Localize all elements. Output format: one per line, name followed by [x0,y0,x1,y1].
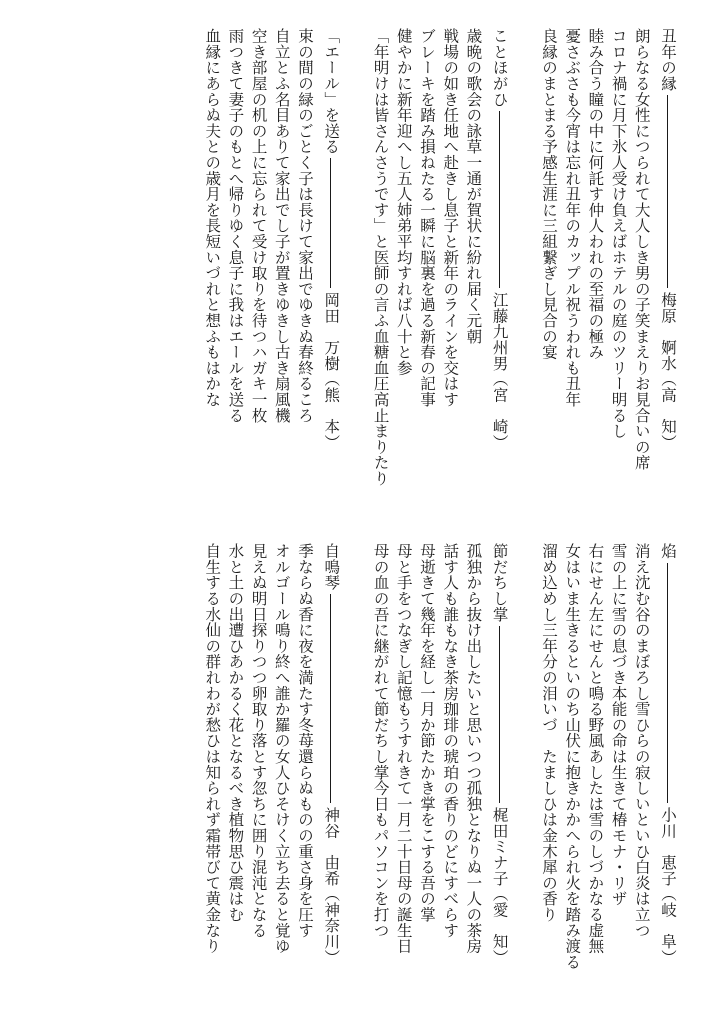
author-name: 江藤九州男（宮 崎） [490,292,509,450]
tanka-line [460,28,483,468]
tanka-text: 母の血の吾に継がれて節だちし掌今日もパソコンを打つ [371,543,390,938]
tanka-line [269,28,289,468]
title-rule [330,158,332,288]
title-column [658,543,678,983]
author-name: 小川 恵子（岐 阜） [659,807,677,965]
tanka-line [391,28,411,468]
tanka-line [368,28,390,487]
tanka-line [246,28,266,468]
tanka-line [629,28,651,471]
tanka-line [437,28,460,468]
title-rule [667,95,669,288]
tanka-line [606,28,626,468]
tanka-text: 健やかに新年迎へし五人姉弟平均すれば八十と参 [394,28,413,376]
tanka-text: 朗らなる女性につられて大人しき男の子笑まえりお見合いの席 [632,28,651,471]
title-column [321,543,341,983]
tanka-text: 自生する水仙の群れわが愁ひは知られず霜帯びて黄金なり [203,543,222,954]
tanka-line [536,28,556,468]
tanka-text: ブレーキを踏み損ねたる一瞬に脳裏を過る新春の記事 [418,28,436,408]
tanka-text: 溜め込めし三年分の泪いづ たましひは金木犀の香り [540,543,558,923]
tanka-text: コロナ禍に月下氷人受け負えばホテルの庭のツリー明るし [609,28,628,439]
section-title: 自鳴琴 [322,543,341,591]
section-title: 焰 [659,543,677,559]
author-name: 神谷 由希（神奈川） [322,807,341,965]
title-rule [499,111,501,288]
tanka-text: 消え沈む谷のまぼろし雪ひらの寂しいといひ白炎は立つ [632,543,651,938]
tanka-text: 良縁のまとまる予感生涯に三組繋ぎし見合の宴 [540,28,558,360]
tanka-text: 「年明けは皆さんさうです」と医師の言ふ血糖血圧高止まりたり [371,28,390,487]
tanka-text: 母逝きて幾年を経し一月か節たかき掌をこする吾の掌 [418,543,436,923]
tanka-text: 歳晩の歌会の詠草一通が賀状に紛れ届く元朝 [464,28,483,344]
tanka-line [559,28,582,468]
tanka-text: 束の間の緑のごとく子は長けて家出でゆきぬ春終るころ [296,28,314,423]
tanka-text: 孤独から抜け出したいと思いつつ孤独となりぬ一人の茶房 [464,543,483,954]
tanka-line [269,543,289,983]
tanka-text: 自立とふ名目ありて家出でし子が置きゆきし古き扇風機 [272,28,291,423]
tanka-text: 季ならぬ香に夜を満たす冬苺還らぬものの重さ身を圧す [296,543,314,938]
title-column [490,543,510,983]
tanka-line [246,543,266,983]
tanka-line [199,543,222,983]
tanka-text: 睦み合う瞳の中に何託す仲人われの至福の極み [586,28,605,360]
tanka-text: 話す人も誰もなき茶房珈琲の琥珀の香りのどにすべらす [441,543,460,938]
tanka-text: 空き部屋の机の上に忘られて受け取りを待つハガキ一枚 [249,28,268,423]
tanka-text: オルゴール鳴り終へ誰か羅の女人ひそけく立ち去ると覚ゆ [272,543,291,954]
tanka-text: 見えぬ明日探りつつ卵取り落とす忽ちに囲り混沌となる [249,543,268,938]
author-name: 岡田 万樹（熊 本） [322,292,341,450]
title-rule [667,563,669,803]
tanka-text: 母と手をつなぎし記憶もうすれきて一月二十日母の誕生日 [394,543,413,954]
tanka-text: 右にせん左にせんと鳴る野風あしたは雪のしづかなる虚無 [586,543,605,954]
tanka-line [222,543,245,983]
tanka-line [199,28,222,468]
tanka-line [437,543,460,983]
tanka-text: 憂さぶさも今宵は忘れ丑年のカップル祝うわれも丑年 [563,28,582,408]
tanka-line [414,543,434,983]
tanka-line [222,28,245,468]
title-column [321,28,341,468]
section-title: 節だちし掌 [490,543,509,622]
title-column [490,28,510,468]
tanka-text: 血縁にあらぬ夫との歳月を長短いづれと想ふもはかな [203,28,222,408]
section-title: 丑年の縁 [659,28,677,92]
tanka-line [606,543,626,983]
tanka-text: 女はいま生きるといのち山伏に抱きかかへられ火を踏み渡る [563,543,582,970]
tanka-line [414,28,434,468]
tanka-text: 水と土の出遭ひあかるく花となるべき植物思ひ震はむ [226,543,245,923]
section-title: 「エール」を送る [322,28,341,155]
author-name: 梅原 婀水（高 知） [659,292,677,450]
tanka-line [582,28,605,468]
title-rule [330,594,332,803]
title-rule [499,626,501,803]
author-name: 梶田ミナ子（愛 知） [490,807,509,965]
section-title: ことほがひ [490,28,509,107]
tanka-line [368,543,388,983]
tanka-line [582,543,605,983]
tanka-text: 戦場の如き任地へ赴きし息子と新年のラインを交はす [441,28,460,408]
title-column [658,28,678,468]
tanka-line [292,28,312,468]
tanka-line [536,543,556,983]
tanka-line [292,543,312,983]
tanka-line [559,543,582,983]
tanka-line [629,543,649,983]
tanka-text: 雨つきて妻子のもとへ帰りゆく息子に我はエールを送る [226,28,245,423]
tanka-line [460,543,483,983]
tanka-text: 雪の上に雪の息づき本能の命は生きて椿モナ・リザ [609,543,628,907]
tanka-line [391,543,411,983]
